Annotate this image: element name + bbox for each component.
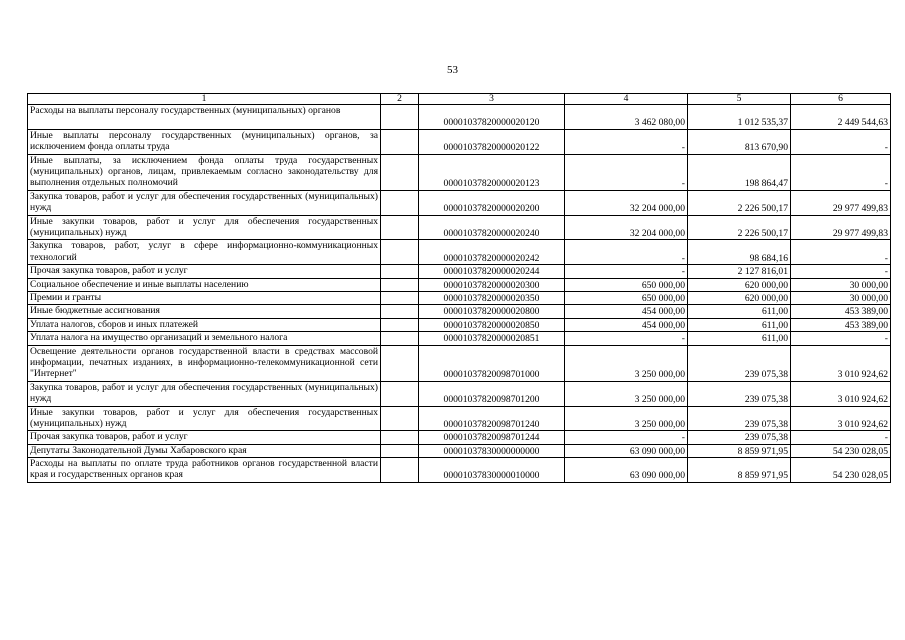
row-col2 [381,215,419,240]
row-remaining: - [791,265,891,278]
row-code: 00001037820098701200 [419,381,565,406]
table-row [28,105,891,130]
row-col2 [381,406,419,431]
row-remaining: - [791,240,891,265]
row-executed: 611,00 [688,332,791,345]
row-description: Иные закупки товаров, работ и услуг для обеспечения государственных (муниципальных) нужд [28,406,381,431]
row-executed: 2 226 500,17 [688,215,791,240]
row-code: 00001037820000020240 [419,215,565,240]
table-row [28,431,891,444]
table-row [28,318,891,331]
row-remaining: 54 230 028,05 [791,444,891,457]
row-plan: - [565,240,688,265]
row-remaining: 453 389,00 [791,305,891,318]
header-cell: 4 [565,94,688,105]
row-plan: 63 090 000,00 [565,458,688,483]
row-remaining: - [791,431,891,444]
row-col2 [381,240,419,265]
table-row [28,291,891,304]
row-code: 00001037820000020244 [419,265,565,278]
row-description: Закупка товаров, работ, услуг в сфере информационно-коммуникационных технологий [28,240,381,265]
row-col2 [381,458,419,483]
row-col2 [381,444,419,457]
row-code: 00001037820000020200 [419,190,565,215]
budget-table [27,93,891,483]
table-row [28,305,891,318]
row-description: Закупка товаров, работ и услуг для обеспечения государственных (муниципальных) нужд [28,190,381,215]
row-code: 00001037830000010000 [419,458,565,483]
row-code: 00001037820098701000 [419,345,565,381]
table-row [28,458,891,483]
row-plan: 32 204 000,00 [565,190,688,215]
row-plan: 3 250 000,00 [565,381,688,406]
row-description: Премии и гранты [28,291,381,304]
row-executed: 198 864,47 [688,154,791,190]
row-plan: 650 000,00 [565,291,688,304]
row-plan: - [565,154,688,190]
row-col2 [381,332,419,345]
row-executed: 1 012 535,37 [688,105,791,130]
row-description: Расходы на выплаты персоналу государственных (муниципальных) органов [28,105,381,130]
row-plan: - [565,332,688,345]
row-description: Прочая закупка товаров, работ и услуг [28,265,381,278]
row-executed: 239 075,38 [688,431,791,444]
page-number: 53 [447,64,458,76]
row-col2 [381,265,419,278]
row-remaining: 54 230 028,05 [791,458,891,483]
row-executed: 620 000,00 [688,291,791,304]
row-col2 [381,154,419,190]
table-row [28,444,891,457]
row-executed: 239 075,38 [688,381,791,406]
row-plan: 3 250 000,00 [565,345,688,381]
table-row [28,154,891,190]
row-executed: 611,00 [688,318,791,331]
row-plan: - [565,265,688,278]
header-cell: 3 [419,94,565,105]
row-code: 00001037820000020122 [419,129,565,154]
table-row [28,406,891,431]
table-row [28,345,891,381]
row-description: Освещение деятельности органов государственной власти в средствах массовой информации, печатных изданиях, в информационно-телекоммуникационной сети "Интернет" [28,345,381,381]
table-row [28,381,891,406]
table-row [28,265,891,278]
row-description: Иные выплаты персоналу государственных (муниципальных) органов, за исключением фонда оплаты труда [28,129,381,154]
row-executed: 2 127 816,01 [688,265,791,278]
row-code: 00001037830000000000 [419,444,565,457]
table-row [28,240,891,265]
row-executed: 8 859 971,95 [688,458,791,483]
row-description: Уплата налога на имущество организаций и земельного налога [28,332,381,345]
row-plan: - [565,431,688,444]
row-code: 00001037820000020800 [419,305,565,318]
row-executed: 611,00 [688,305,791,318]
row-code: 00001037820000020850 [419,318,565,331]
row-col2 [381,278,419,291]
row-code: 00001037820000020851 [419,332,565,345]
row-plan: 650 000,00 [565,278,688,291]
row-code: 00001037820000020350 [419,291,565,304]
row-executed: 98 684,16 [688,240,791,265]
header-cell: 5 [688,94,791,105]
row-col2 [381,305,419,318]
row-description: Иные выплаты, за исключением фонда оплаты труда государственных (муниципальных) органов, лицам, привлекаемым согласно законодательству для выполнения отдельных полномочий [28,154,381,190]
row-col2 [381,345,419,381]
row-description: Иные закупки товаров, работ и услуг для обеспечения государственных (муниципальных) нужд [28,215,381,240]
row-description: Социальное обеспечение и иные выплаты населению [28,278,381,291]
row-remaining: - [791,154,891,190]
row-description: Уплата налогов, сборов и иных платежей [28,318,381,331]
row-description: Прочая закупка товаров, работ и услуг [28,431,381,444]
row-code: 00001037820000020300 [419,278,565,291]
table-row [28,215,891,240]
row-plan: 3 250 000,00 [565,406,688,431]
row-col2 [381,129,419,154]
row-col2 [381,291,419,304]
row-col2 [381,431,419,444]
table-row [28,332,891,345]
row-col2 [381,318,419,331]
row-executed: 8 859 971,95 [688,444,791,457]
header-row [28,94,891,105]
row-col2 [381,381,419,406]
header-cell: 2 [381,94,419,105]
row-plan: - [565,129,688,154]
row-plan: 454 000,00 [565,305,688,318]
row-plan: 63 090 000,00 [565,444,688,457]
row-remaining: 29 977 499,83 [791,215,891,240]
row-code: 00001037820000020120 [419,105,565,130]
row-executed: 239 075,38 [688,406,791,431]
row-code: 00001037820098701244 [419,431,565,444]
row-remaining: 3 010 924,62 [791,406,891,431]
row-code: 00001037820098701240 [419,406,565,431]
row-executed: 239 075,38 [688,345,791,381]
row-remaining: 2 449 544,63 [791,105,891,130]
row-plan: 454 000,00 [565,318,688,331]
row-executed: 620 000,00 [688,278,791,291]
row-remaining: 30 000,00 [791,291,891,304]
row-remaining: - [791,332,891,345]
row-plan: 32 204 000,00 [565,215,688,240]
row-description: Расходы на выплаты по оплате труда работников органов государственной власти края и государственных органов края [28,458,381,483]
row-code: 00001037820000020123 [419,154,565,190]
row-col2 [381,190,419,215]
header-cell: 1 [28,94,381,105]
row-remaining: 3 010 924,62 [791,381,891,406]
row-plan: 3 462 080,00 [565,105,688,130]
row-description: Депутаты Законодательной Думы Хабаровского края [28,444,381,457]
row-remaining: 30 000,00 [791,278,891,291]
table-row [28,129,891,154]
row-remaining: 29 977 499,83 [791,190,891,215]
table-row [28,278,891,291]
row-description: Иные бюджетные ассигнования [28,305,381,318]
row-col2 [381,105,419,130]
table-body [28,105,891,483]
row-remaining: 3 010 924,62 [791,345,891,381]
header-cell: 6 [791,94,891,105]
row-code: 00001037820000020242 [419,240,565,265]
row-executed: 813 670,90 [688,129,791,154]
row-remaining: 453 389,00 [791,318,891,331]
table-row [28,190,891,215]
row-executed: 2 226 500,17 [688,190,791,215]
row-description: Закупка товаров, работ и услуг для обеспечения государственных (муниципальных) нужд [28,381,381,406]
row-remaining: - [791,129,891,154]
